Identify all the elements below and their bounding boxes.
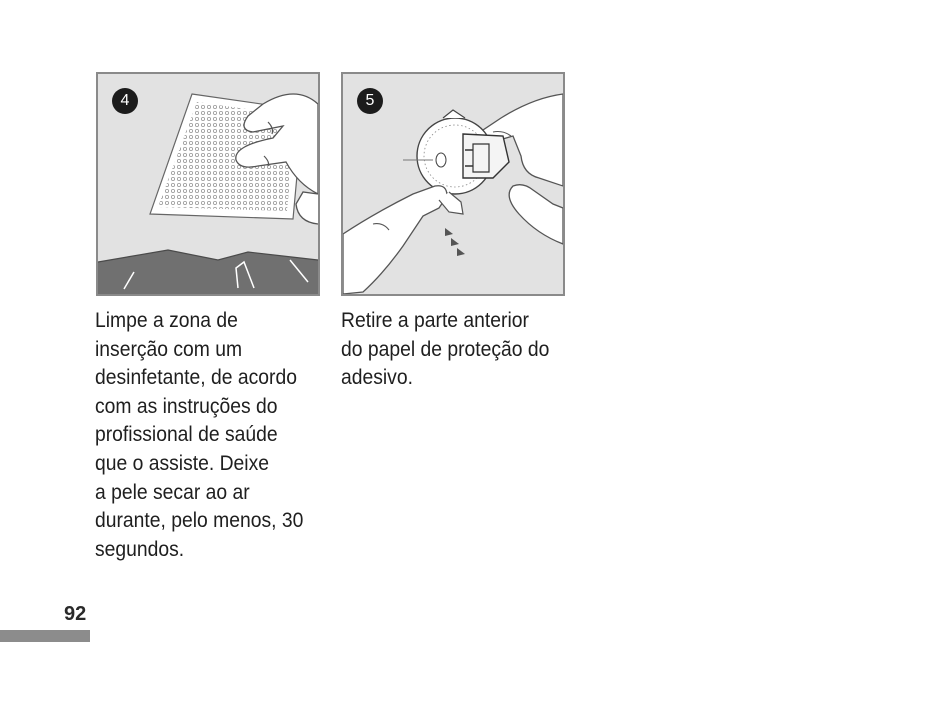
step-5-illustration (341, 72, 565, 296)
step-5-caption (341, 307, 549, 393)
caption-line: desinfetante, de acordo (95, 366, 297, 390)
caption-line: a pele secar ao ar (95, 480, 250, 504)
caption-line: Retire a parte anterior (341, 309, 529, 332)
step-4-badge: 4 (112, 88, 138, 114)
caption-line: adesivo. (341, 366, 413, 390)
page-number: 92 (64, 603, 87, 625)
step-5-badge: 5 (357, 88, 383, 114)
caption-line: Limpe a zona de (95, 309, 238, 332)
caption-line: que o assiste. Deixe (95, 451, 269, 475)
caption-line: inserção com um (95, 337, 243, 361)
page-number-bar (0, 630, 90, 642)
caption-line: segundos. (95, 537, 185, 561)
caption-line: com as instruções do (95, 394, 278, 418)
step-4-caption (95, 307, 303, 564)
caption-line: do papel de proteção do (341, 337, 550, 361)
caption-line: profissional de saúde (95, 423, 278, 447)
caption-line: durante, pelo menos, 30 (95, 509, 304, 533)
step-4-illustration (96, 72, 320, 296)
